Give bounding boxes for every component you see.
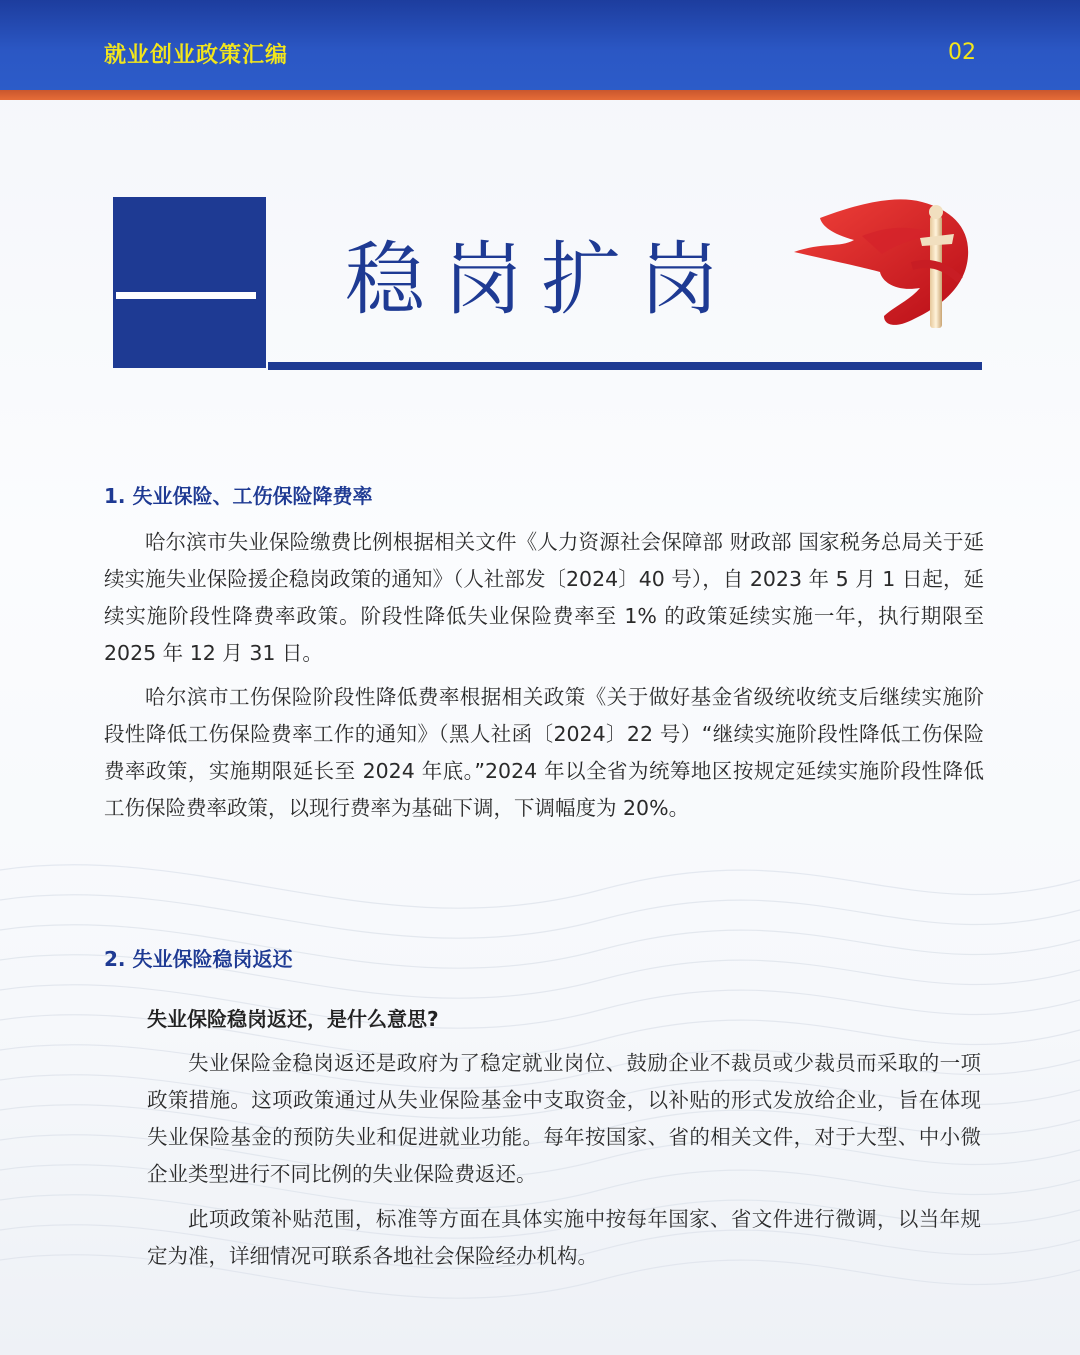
header-accent-stripe xyxy=(0,90,1080,100)
item-1-paragraph-2: 哈尔滨市工伤保险阶段性降低费率根据相关政策《关于做好基金省级统收统支后继续实施阶段性降低工伤保险费率工作的通知》（黑人社函〔2024〕22 号）“继续实施阶段性降低工伤保险费率政策，实施期限延长至 2024 年底。”2024 年以全省为统筹地区按规定延续实施阶段性降低工伤保险费率政策，以现行费率为基础下调，下调幅度为 20%。 xyxy=(104,685,984,820)
red-flag-huabiao-icon xyxy=(792,196,982,332)
section-title-underline xyxy=(268,362,982,370)
item-2-paragraph-1: 失业保险金稳岗返还是政府为了稳定就业岗位、鼓励企业不裁员或少裁员而采取的一项政策措施。这项政策通过从失业保险基金中支取资金，以补贴的形式发放给企业，旨在体现失业保险基金的预防失业和促进就业功能。每年按国家、省的相关文件，对于大型、中小微企业类型进行不同比例的失业保险费返还。 xyxy=(147,1051,981,1186)
section-marker-line xyxy=(116,292,256,299)
document-title: 就业创业政策汇编 xyxy=(104,43,289,68)
section-marker-block xyxy=(113,197,266,368)
item-1-heading: 1. 失业保险、工伤保险降费率 xyxy=(104,484,373,508)
item-2-heading: 2. 失业保险稳岗返还 xyxy=(104,947,293,971)
item-2-paragraph-2: 此项政策补贴范围，标准等方面在具体实施中按每年国家、省文件进行微调，以当年规定为准，详细情况可联系各地社会保险经办机构。 xyxy=(147,1207,981,1268)
item-1-paragraph-1: 哈尔滨市失业保险缴费比例根据相关文件《人力资源社会保障部 财政部 国家税务总局关于延续实施失业保险援企稳岗政策的通知》（人社部发〔2024〕40 号），自 2023 年 5 月 1 日起，延续实施阶段性降费率政策。阶段性降低失业保险费率至 1% 的政策延续实施一年，执行期限至 2025 年 12 月 31 日。 xyxy=(104,530,984,665)
page-number: 02 xyxy=(948,40,976,65)
item-2-subheading: 失业保险稳岗返还，是什么意思? xyxy=(147,1007,439,1031)
section-title: 稳岗扩岗 xyxy=(345,233,737,326)
